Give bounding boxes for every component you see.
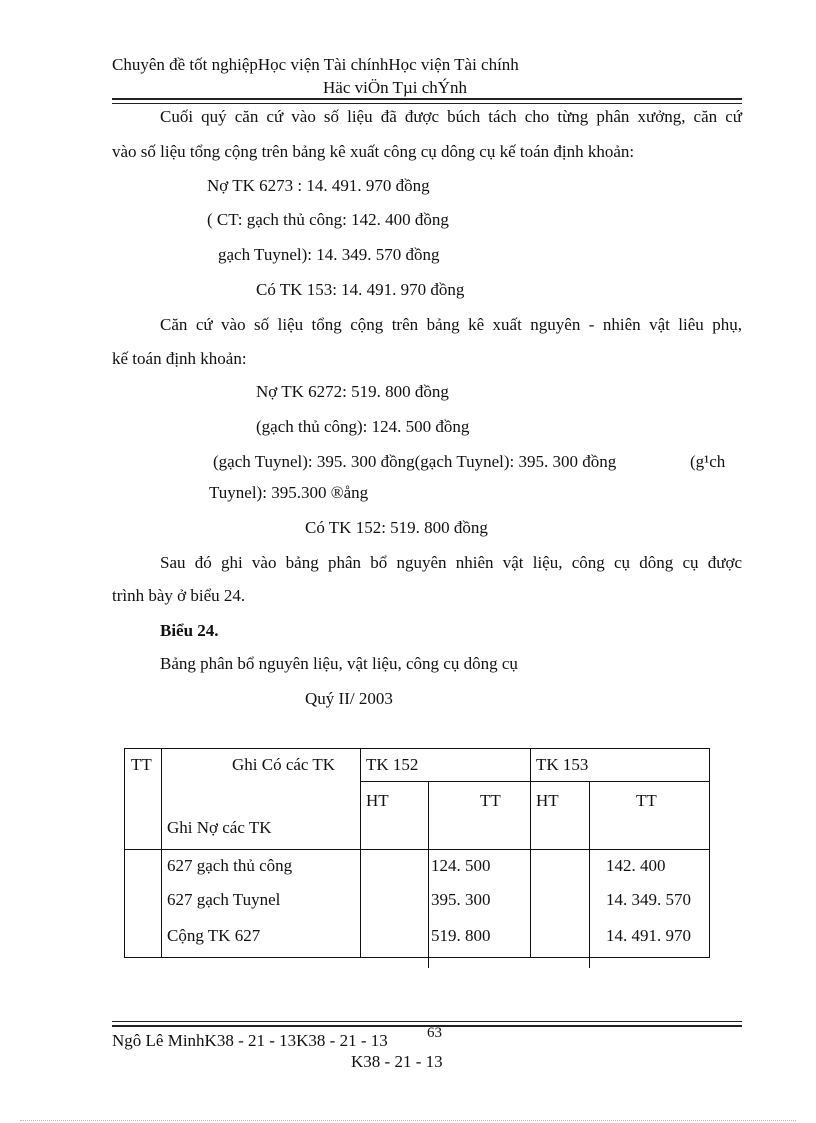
header-rule-thin [112,103,742,104]
table-row-2-tk152-tt: 395. 300 [431,890,491,909]
entry-2-detail-3: Tuynel): 395.300 ®ång [209,483,369,502]
table-header-tk153: TK 153 [536,755,589,774]
page-number: 63 [427,1025,442,1041]
table-col-divider-tk152 [360,748,361,958]
header-rule-thick [112,98,742,100]
paragraph-1-line-1: Cuối quý căn cứ vào số liệu đã được búch tách cho từng phân xưởng, căn cứ [160,107,742,126]
table-row-2-tk153-tt: 14. 349. 570 [606,890,691,909]
table-border-bottom [124,957,710,958]
table-col-divider-tk152-tt [428,781,429,968]
table-header-tk153-tt: TT [636,791,657,810]
paragraph-3-line-1: Sau đó ghi vào bảng phân bổ nguyên nhiên vật liệu, công cụ dông cụ được [160,553,742,572]
header-line-1: Chuyên đề tốt nghiệpHọc viện Tài chínhHọc viện Tài chính [112,55,519,74]
entry-2-credit: Có TK 152: 519. 800 đồng [305,518,488,537]
paragraph-1-line-2: vào số liệu tổng cộng trên bảng kê xuất công cụ dông cụ kế toán định khoản: [112,142,635,161]
table-header-ghi-co: Ghi Có các TK [232,755,336,774]
footer-rule-thin [112,1021,742,1022]
table-row-3-tk153-tt: 14. 491. 970 [606,926,691,945]
entry-2-detail-2-garbled: (g¹ch [690,452,726,471]
page-edge-dotted-line [20,1120,796,1121]
footer-line-2: K38 - 21 - 13 [351,1052,443,1071]
entry-2-detail-2: (gạch Tuynel): 395. 300 đồng(gạch Tuynel): 395. 300 đồng [213,452,617,471]
table-border-right [709,748,710,958]
table-row-3-tk152-tt: 519. 800 [431,926,491,945]
table-header-bottom [124,849,710,850]
table-header-tk152: TK 152 [366,755,419,774]
footer-author: Ngô Lê MinhK38 - 21 - 13K38 - 21 - 13 [112,1031,388,1050]
table-border-left [124,748,125,958]
table-header-tk152-ht: HT [366,791,389,810]
table-header-tt: TT [131,755,152,774]
entry-1-detail-1: ( CT: gạch thủ công: 142. 400 đồng [207,210,449,229]
table-border-top [124,748,710,749]
table-header-tk152-tt: TT [480,791,501,810]
paragraph-3-line-2: trình bày ở biểu 24. [112,586,246,605]
table-col-divider-tk153 [530,748,531,958]
table-row-1-label: 627 gạch thủ công [167,856,293,875]
table-subheader-line [360,781,710,782]
table-period: Quý II/ 2003 [305,689,393,708]
entry-2-detail-1: (gạch thủ công): 124. 500 đồng [256,417,470,436]
table-row-2-label: 627 gạch Tuynel [167,890,281,909]
table-row-3-label: Cộng TK 627 [167,926,261,945]
table-row-1-tk153-tt: 142. 400 [606,856,666,875]
table-col-divider-tk153-tt [589,781,590,968]
entry-1-credit: Có TK 153: 14. 491. 970 đồng [256,280,465,299]
table-header-tk153-ht: HT [536,791,559,810]
table-col-divider-tt [161,748,162,958]
header-line-2: Häc viÖn Tµi chÝnh [323,78,468,97]
table-label: Biểu 24. [160,621,219,640]
paragraph-2-line-1: Căn cứ vào số liệu tổng cộng trên bảng kê xuất nguyên - nhiên vật liêu phụ, [160,315,742,334]
table-row-1-tk152-tt: 124. 500 [431,856,491,875]
paragraph-2-line-2: kế toán định khoản: [112,349,247,368]
table-title: Bảng phân bổ nguyên liệu, vật liệu, công cụ dông cụ [160,654,518,673]
table-header-ghi-no: Ghi Nợ các TK [167,818,272,837]
entry-1-detail-2: gạch Tuynel): 14. 349. 570 đồng [218,245,440,264]
entry-2-debit: Nợ TK 6272: 519. 800 đồng [256,382,449,401]
entry-1-debit: Nợ TK 6273 : 14. 491. 970 đồng [207,176,430,195]
